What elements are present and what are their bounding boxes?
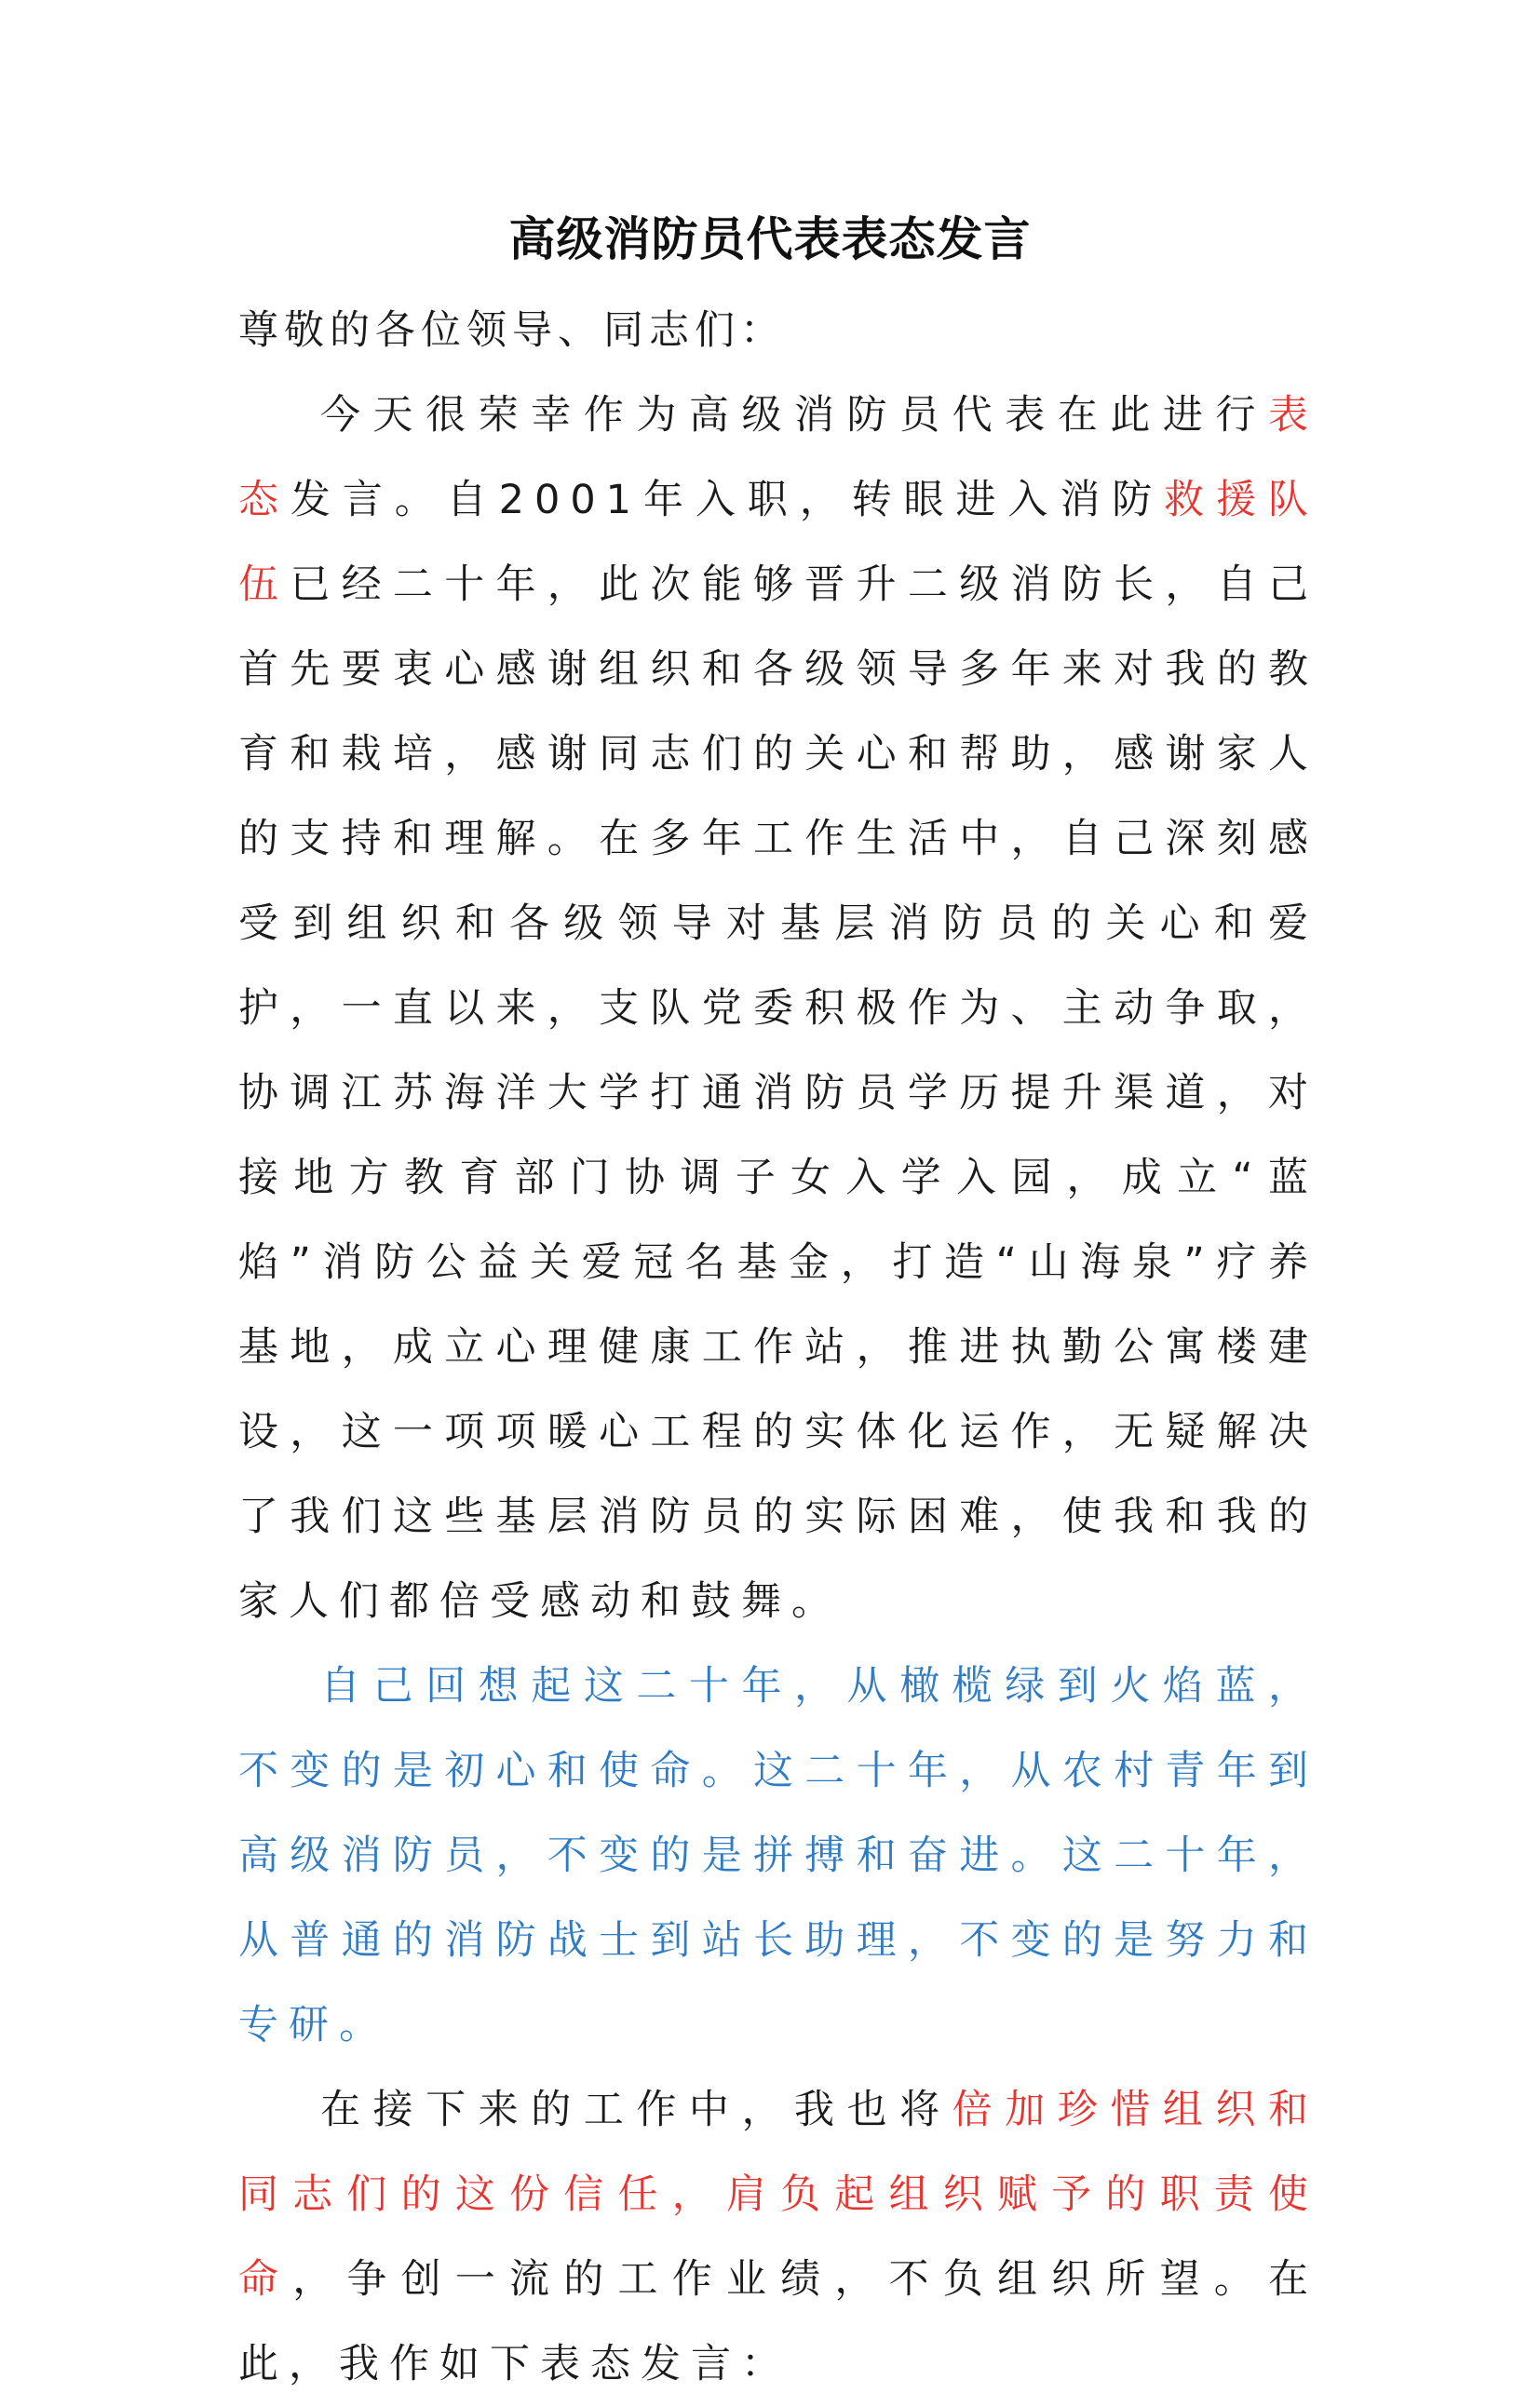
paragraph-reflection: 自己回想起这二十年，从橄榄绿到火焰蓝，不变的是初心和使命。这二十年，从农村青年到高级消防员，不变的是拼搏和奋进。这二十年，从普通的消防战士到站长助理，不变的是努力和专研。 [238, 1663, 1318, 2049]
highlight-commitment: 倍加珍惜组织和同志们的这份信任，肩负起组织赋予的职责使命 [238, 2087, 1319, 2303]
highlight-biaotai: 表态 [238, 392, 1318, 523]
paragraph-intro-text-3: 已经二十年，此次能够晋升二级消防长，自己首先要衷心感谢组织和各级领导多年来对我的教育和栽培，感谢同志们的关心和帮助，感谢家人的支持和理解。在多年工作生活中，自己深刻感受到组织和各级领导对基层消防员的关心和爱护，一直以来，支队党委积极作为、主动争取，协调江苏海洋大学打通消防员学历提升渠道，对接地方教育部门协调子女入学入园，成立“蓝焰”消防公益关爱冠名基金，打造“山海泉”疗养基地，成立心理健康工作站，推进执勤公寓楼建设，这一项项暖心工程的实体化运作，无疑解决了我们这些基层消防员的实际困难，使我和我的家人们都倍受感动和鼓舞。 [238, 561, 1319, 1625]
paragraph-intro-text-1: 今天很荣幸作为高级消防员代表在此进行 [320, 392, 1268, 439]
document-title: 高级消防员代表表态发言 [508, 211, 1032, 266]
paragraph-intro [238, 373, 1318, 1644]
paragraph-commitment-text-1: 在接下来的工作中，我也将 [320, 2087, 952, 2133]
paragraph-commitment [238, 2068, 1318, 2407]
salutation: 尊敬的各位领导、同志们： [238, 307, 786, 354]
document-body [238, 289, 1318, 2407]
paragraph-intro-text-2: 发言。自2001年入职，转眼进入消防 [290, 477, 1165, 523]
highlight-rescue-team: 救援队伍 [238, 477, 1318, 608]
paragraph-commitment-text-2: ，争创一流的工作业绩，不负组织所望。在此，我作如下表态发言： [238, 2256, 1319, 2387]
